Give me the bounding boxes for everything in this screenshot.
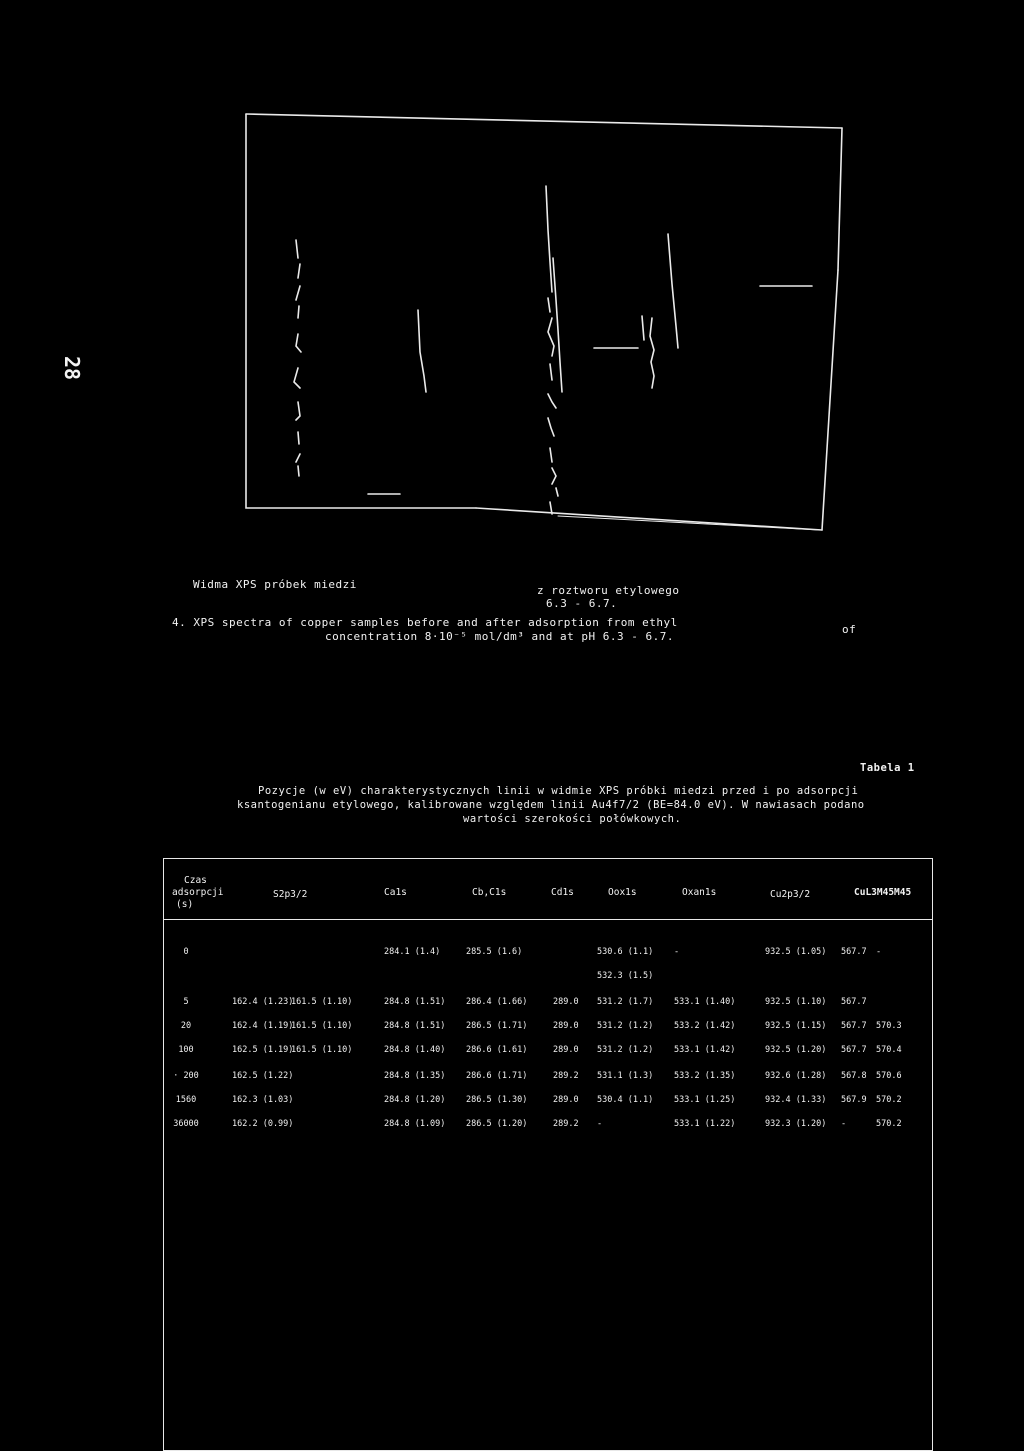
cell-oxan1s: 533.1 (1.22): [674, 1119, 736, 1129]
header-cul3m45m45: CuL3M45M45: [854, 887, 912, 898]
cell-oox1s: -: [597, 1119, 603, 1129]
cell-oox1s: 531.2 (1.2): [597, 1045, 654, 1055]
cell-ca1s: 284.8 (1.51): [384, 997, 446, 1007]
cell-time: 100: [178, 1045, 194, 1055]
cell-ca1s: 284.8 (1.35): [384, 1071, 446, 1081]
cell-s2p-a: 162.2 (0.99): [232, 1119, 294, 1129]
cell-oox1s: 532.3 (1.5): [597, 971, 654, 981]
header-cd1s: Cd1s: [551, 887, 574, 898]
cell-s2p-b: 161.5 (1.10): [291, 1021, 353, 1031]
cell-cu2p: 932.4 (1.33): [765, 1095, 827, 1105]
table-title-line2: ksantogenianu etylowego, kalibrowane względem linii Au4f7/2 (BE=84.0 eV). W nawiasach podano: [237, 799, 865, 811]
cell-cul-b: 570.3: [876, 1021, 902, 1031]
cell-oxan1s: 533.2 (1.35): [674, 1071, 736, 1081]
cell-time: 20: [180, 1021, 192, 1031]
cell-cul-b: 570.2: [876, 1119, 902, 1129]
cell-cu2p: 932.3 (1.20): [765, 1119, 827, 1129]
cell-cu2p: 932.6 (1.28): [765, 1071, 827, 1081]
cell-oxan1s: -: [674, 947, 680, 957]
cell-oxan1s: 533.1 (1.40): [674, 997, 736, 1007]
cell-s2p-b: 161.5 (1.10): [291, 1045, 353, 1055]
header-time-line3: (s): [176, 899, 194, 910]
cell-s2p-a: 162.4 (1.23): [232, 997, 294, 1007]
page-number: 28: [60, 355, 85, 381]
table-label: Tabela 1: [860, 762, 915, 774]
figure-caption-en-of: of: [842, 623, 857, 636]
cell-s2p-a: 162.3 (1.03): [232, 1095, 294, 1105]
cell-cbc1s: 286.6 (1.61): [466, 1045, 528, 1055]
cell-cbc1s: 286.6 (1.71): [466, 1071, 528, 1081]
cell-oox1s: 531.2 (1.2): [597, 1021, 654, 1031]
cell-oox1s: 531.1 (1.3): [597, 1071, 654, 1081]
table-header-rule: [164, 919, 932, 920]
cell-cd1s: 289.0: [553, 1095, 579, 1105]
cell-cbc1s: 285.5 (1.6): [466, 947, 523, 957]
figure-caption-pl-line1-right: z roztworu etylowego: [537, 584, 680, 597]
cell-cu2p: 932.5 (1.20): [765, 1045, 827, 1055]
figure-caption-pl-line1-left: Widma XPS próbek miedzi: [193, 578, 357, 591]
cell-cu2p: 932.5 (1.05): [765, 947, 827, 957]
cell-oxan1s: 533.2 (1.42): [674, 1021, 736, 1031]
cell-ca1s: 284.8 (1.09): [384, 1119, 446, 1129]
cell-time: 1560: [175, 1095, 197, 1105]
cell-cul-a: 567.7: [841, 947, 867, 957]
cell-s2p-a: 162.4 (1.19): [232, 1021, 294, 1031]
cell-cd1s: 289.2: [553, 1071, 579, 1081]
cell-cul-a: 567.7: [841, 1021, 867, 1031]
cell-cul-a: 567.7: [841, 1045, 867, 1055]
cell-cul-a: 567.8: [841, 1071, 867, 1081]
cell-oox1s: 530.6 (1.1): [597, 947, 654, 957]
cell-s2p-b: 161.5 (1.10): [291, 997, 353, 1007]
header-oxan1s: Oxan1s: [682, 887, 717, 898]
cell-cu2p: 932.5 (1.10): [765, 997, 827, 1007]
cell-cd1s: 289.0: [553, 997, 579, 1007]
cell-cbc1s: 286.4 (1.66): [466, 997, 528, 1007]
cell-cul-b: 570.6: [876, 1071, 902, 1081]
cell-cd1s: 289.0: [553, 1021, 579, 1031]
cell-cul-b: 570.2: [876, 1095, 902, 1105]
header-oox1s: Oox1s: [608, 887, 637, 898]
table-title-line3: wartości szerokości połówkowych.: [463, 813, 682, 825]
cell-ca1s: 284.8 (1.20): [384, 1095, 446, 1105]
header-time-line2: adsorpcji: [172, 887, 224, 898]
cell-cd1s: 289.0: [553, 1045, 579, 1055]
cell-oox1s: 530.4 (1.1): [597, 1095, 654, 1105]
cell-cul-b: -: [876, 947, 882, 957]
xps-spectra-figure: [0, 0, 1024, 560]
cell-oxan1s: 533.1 (1.25): [674, 1095, 736, 1105]
cell-cbc1s: 286.5 (1.30): [466, 1095, 528, 1105]
cell-time: 36000: [173, 1119, 199, 1129]
cell-ca1s: 284.1 (1.4): [384, 947, 441, 957]
cell-time: 0: [183, 947, 189, 957]
cell-s2p-a: 162.5 (1.22): [232, 1071, 294, 1081]
xps-positions-table: [163, 858, 933, 1451]
figure-caption-en-line1: 4. XPS spectra of copper samples before and after adsorption from ethyl: [172, 616, 678, 629]
header-cbc1s: Cb,C1s: [472, 887, 507, 898]
cell-cu2p: 932.5 (1.15): [765, 1021, 827, 1031]
header-cu2p: Cu2p3/2: [770, 889, 811, 900]
cell-oox1s: 531.2 (1.7): [597, 997, 654, 1007]
cell-cul-a: -: [841, 1119, 847, 1129]
header-s2p: S2p3/2: [273, 889, 308, 900]
cell-ca1s: 284.8 (1.40): [384, 1045, 446, 1055]
cell-cul-a: 567.9: [841, 1095, 867, 1105]
cell-ca1s: 284.8 (1.51): [384, 1021, 446, 1031]
cell-time: · 200: [173, 1071, 199, 1081]
table-title-line1: Pozycje (w eV) charakterystycznych linii w widmie XPS próbki miedzi przed i po adsorpcji: [258, 785, 859, 797]
header-time-line1: Czas: [184, 875, 207, 886]
figure-caption-en-line2: concentration 8·10⁻⁵ mol/dm³ and at pH 6.3 - 6.7.: [325, 630, 675, 643]
cell-time: 5: [183, 997, 189, 1007]
cell-cd1s: 289.2: [553, 1119, 579, 1129]
cell-cbc1s: 286.5 (1.71): [466, 1021, 528, 1031]
cell-cul-b: 570.4: [876, 1045, 902, 1055]
cell-cbc1s: 286.5 (1.20): [466, 1119, 528, 1129]
cell-s2p-a: 162.5 (1.19): [232, 1045, 294, 1055]
cell-cul-a: 567.7: [841, 997, 867, 1007]
cell-oxan1s: 533.1 (1.42): [674, 1045, 736, 1055]
figure-caption-pl-line2: 6.3 - 6.7.: [546, 597, 618, 610]
header-ca1s: Ca1s: [384, 887, 407, 898]
